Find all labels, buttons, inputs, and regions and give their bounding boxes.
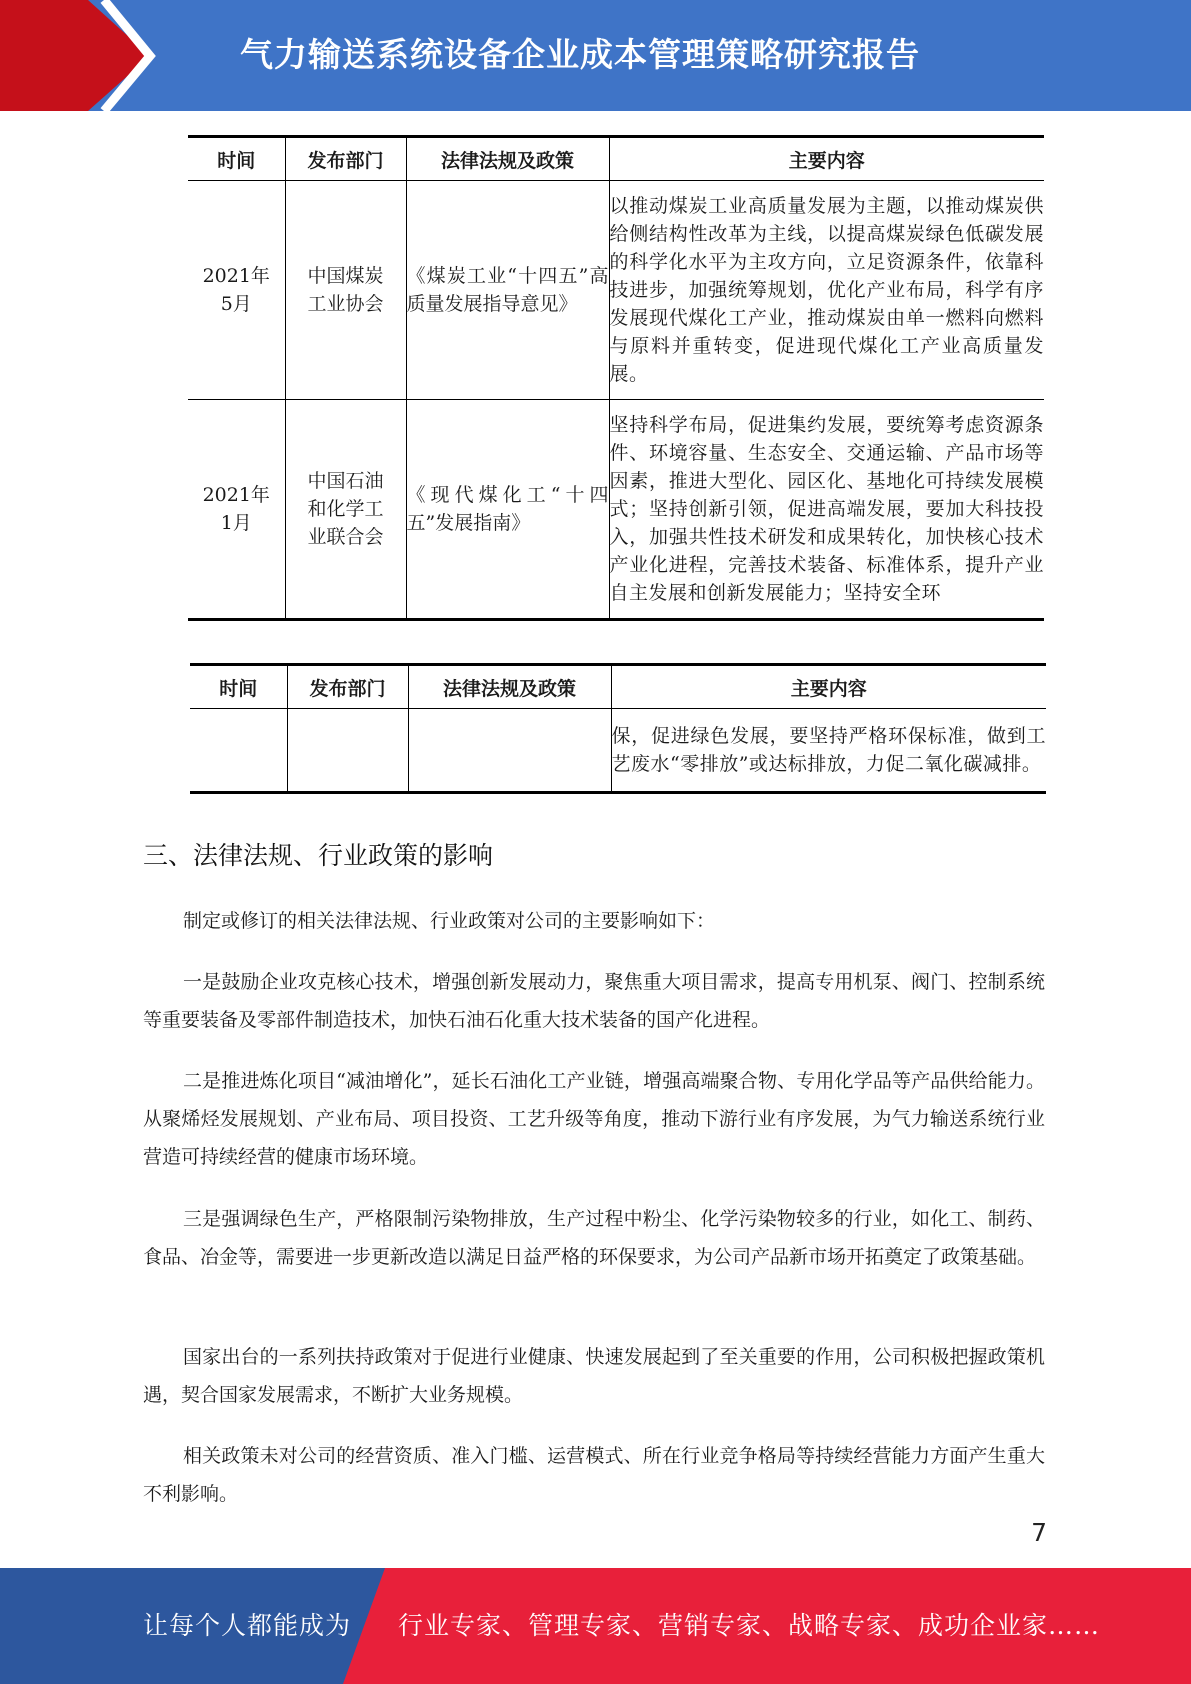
table-row [190, 709, 1046, 793]
paragraph: 三是强调绿色生产，严格限制污染物排放，生产过程中粉尘、化学污染物较多的行业，如化工、制药、食品、冶金等，需要进一步更新改造以满足日益严格的环保要求，为公司产品新市场开拓奠定了政策基础。 [143, 1208, 1045, 1268]
page-header [0, 0, 1191, 111]
document-title: 气力输送系统设备企业成本管理策略研究报告 [240, 35, 920, 74]
cell-time [190, 709, 287, 793]
column-header-department: 发布部门 [285, 137, 406, 181]
section-heading: 三、法律法规、行业政策的影响 [143, 841, 494, 870]
cell-content: 坚持科学布局，促进集约发展，要统筹考虑资源条件、环境容量、生态安全、交通运输、产品市场等因素，推进大型化、园区化、基地化可持续发展模式；坚持创新引领，促进高端发展，要加大科技投入，加强共性技术研发和成果转化，加快核心技术产业化进程，完善技术装备、标准体系，提升产业自主发展和创新发展能力；坚持安全环 [609, 400, 1044, 620]
column-header-time: 时间 [190, 665, 287, 709]
page-number: 7 [1031, 1518, 1047, 1547]
cell-law [408, 709, 611, 793]
table-row [188, 181, 1044, 400]
cell-content: 保，促进绿色发展，要坚持严格环保标准，做到工艺废水“零排放”或达标排放，力促二氧化碳减排。 [611, 709, 1046, 793]
cell-content: 以推动煤炭工业高质量发展为主题，以推动煤炭供给侧结构性改革为主线，以提高煤炭绿色低碳发展的科学化水平为主攻方向，立足资源条件，依靠科技进步，加强统筹规划，优化产业布局，科学有序发展现代煤化工产业，推动煤炭由单一燃料向燃料与原料并重转变，促进现代煤化工产业高质量发展。 [609, 181, 1044, 400]
column-header-department: 发布部门 [287, 665, 408, 709]
paragraph: 制定或修订的相关法律法规、行业政策对公司的主要影响如下： [183, 910, 716, 932]
paragraph: 相关政策未对公司的经营资质、准入门槛、运营模式、所在行业竞争格局等持续经营能力方面产生重大不利影响。 [143, 1445, 1045, 1505]
footer-slogan-right: 行业专家、管理专家、营销专家、战略专家、成功企业家…… [398, 1611, 1101, 1640]
column-header-time: 时间 [188, 137, 285, 181]
table-row [188, 400, 1044, 620]
column-header-content: 主要内容 [609, 137, 1044, 181]
column-header-law: 法律法规及政策 [408, 665, 611, 709]
column-header-content: 主要内容 [611, 665, 1046, 709]
table-header-row [190, 665, 1046, 709]
cell-department: 中国煤炭 工业协会 [285, 181, 406, 400]
cell-time: 2021年 5月 [188, 181, 285, 400]
paragraph: 国家出台的一系列扶持政策对于促进行业健康、快速发展起到了至关重要的作用，公司积极把握政策机遇，契合国家发展需求，不断扩大业务规模。 [143, 1346, 1045, 1406]
cell-law: 《现代煤化工“十四五”发展指南》 [406, 400, 609, 620]
footer-slogan-left: 让每个人都能成为 [143, 1611, 352, 1640]
cell-department: 中国石油 和化学工 业联合会 [285, 400, 406, 620]
paragraph: 一是鼓励企业攻克核心技术，增强创新发展动力，聚焦重大项目需求，提高专用机泵、阀门、控制系统等重要装备及零部件制造技术，加快石油石化重大技术装备的国产化进程。 [143, 971, 1045, 1031]
column-header-law: 法律法规及政策 [406, 137, 609, 181]
table-header-row [188, 137, 1044, 181]
cell-department [287, 709, 408, 793]
policy-table [188, 135, 1044, 621]
policy-table-continued [190, 663, 1046, 794]
paragraph: 二是推进炼化项目“减油增化”，延长石油化工产业链，增强高端聚合物、专用化学品等产品供给能力。从聚烯烃发展规划、产业布局、项目投资、工艺升级等角度，推动下游行业有序发展，为气力输送系统行业营造可持续经营的健康市场环境。 [143, 1070, 1045, 1168]
cell-law: 《煤炭工业“十四五”高质量发展指导意见》 [406, 181, 609, 400]
page-footer [0, 1568, 1191, 1684]
cell-time: 2021年 1月 [188, 400, 285, 620]
